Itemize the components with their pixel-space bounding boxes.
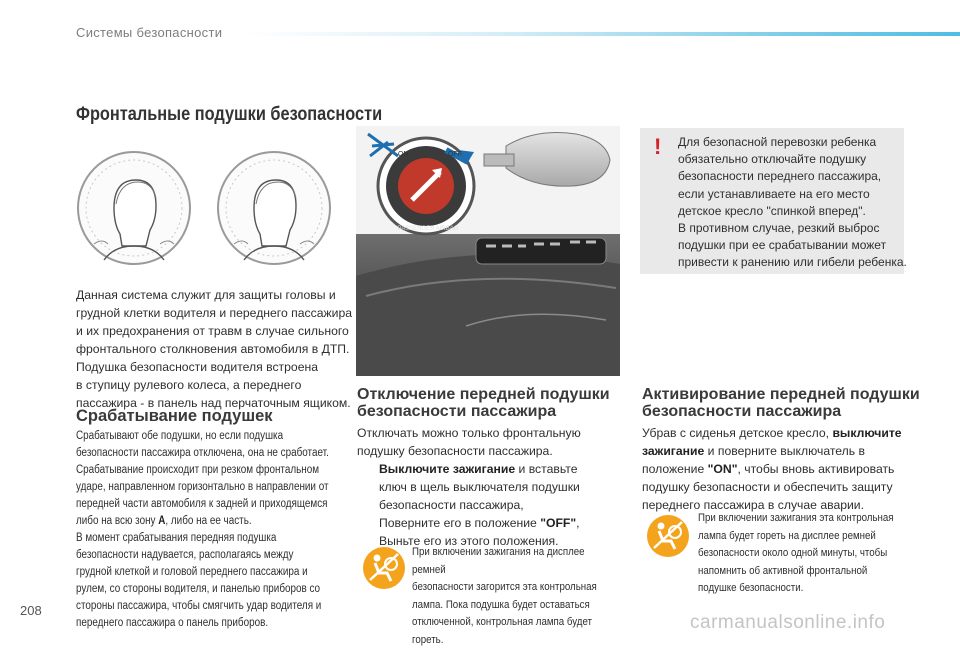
intro-line: грудной клетки водителя и переднего пассажира	[76, 306, 353, 320]
bullet-item: Выключите зажигание и вставьте	[357, 460, 627, 478]
enable-heading: Активирование передней подушки безопасности пассажира	[642, 386, 920, 420]
enable-text: Убрав с сиденья детское кресло, выключите зажигание и поверните выключатель в положение "ON", чтобы вновь активировать подушку безопасности и обеспечить защиту переднего пассажира в случае аварии.	[642, 426, 902, 512]
bullet-mark	[357, 514, 379, 532]
disable-note: При включении зажигания на дисплее ремней безопасности загорится эта контрольная лампа. Пока подушка будет оставаться отключенной, контрольная лампа будет гореть.	[412, 546, 597, 646]
deploy-text	[76, 428, 349, 632]
warning-line: детское кресло "спинкой вперед".	[678, 203, 866, 218]
bullet-item: Выньте его из этого положения.	[357, 532, 627, 550]
warning-line: обязательно отключайте подушку	[678, 152, 867, 167]
intro-text	[76, 286, 356, 412]
intro-line: и их предохранения от травм в случае сильного	[76, 324, 349, 338]
dashboard-drawing	[356, 126, 620, 376]
warning-line: В противном случае, резкий выброс	[678, 221, 880, 236]
airbag-off-warning-icon	[362, 546, 406, 590]
driver-head-illustration	[74, 148, 194, 276]
enable-note: При включении зажигания эта контрольная лампа будет гореть на дисплее ремней безопасности около одной минуты, чтобы напомнить об активной фронтальной подушке безопасности.	[698, 512, 894, 594]
header-rule	[245, 32, 960, 36]
deploy-line: переднего пассажира о панель приборов.	[76, 617, 269, 629]
bullet-mark	[357, 460, 379, 478]
warning-text	[678, 134, 908, 272]
intro-line: Подушка безопасности водителя встроена	[76, 360, 318, 374]
page-title: Фронтальные подушки безопасности	[76, 104, 383, 125]
zone-label: A	[158, 515, 166, 527]
exclamation-icon: !	[654, 134, 662, 159]
off-position-label: OFF	[448, 151, 462, 158]
disable-heading: Отключение передней подушки безопасности пассажира	[357, 386, 610, 420]
warning-line: если устанавливаете на его место	[678, 186, 870, 201]
deploy-line: грудной клеткой и головой переднего пассажира и	[76, 566, 308, 578]
airbag-switch-illustration	[356, 126, 620, 376]
watermark: carmanualsonline.info	[690, 612, 886, 633]
warning-line: Для безопасной перевозки ребенка	[678, 135, 877, 149]
airbag-on-warning-icon	[646, 514, 690, 558]
on-position-label: ON	[398, 151, 409, 158]
intro-line: в ступицу рулевого колеса, а переднего	[76, 378, 302, 392]
deploy-line: стороны пассажира, чтобы смягчить удар водителя и	[76, 600, 322, 612]
section-title: Системы безопасности	[76, 25, 223, 40]
bullet-item: Поверните его в положение "OFF",	[357, 514, 627, 532]
deploy-line: Срабатывание происходит при резком фронтальном	[76, 464, 320, 476]
warning-line: безопасности переднего пассажира,	[678, 169, 882, 184]
deploy-line: ударе, направленном горизонтально в направлении от	[76, 481, 329, 493]
intro-line: пассажира - в панель над перчаточным ящиком.	[76, 396, 351, 410]
deploy-line: передней части автомобиля к задней и приходящемся	[76, 498, 328, 510]
key-switch-caption: PASSENGER AIRBAG	[397, 226, 459, 232]
deploy-line: безопасности надувается, располагаясь между	[76, 549, 294, 561]
deploy-line: Срабатывают обе подушки, но если подушка	[76, 430, 284, 442]
warning-line: подушки при ее срабатывании может	[678, 238, 887, 253]
deploy-line: В момент срабатывания передняя подушка	[76, 532, 277, 544]
deploy-line: либо на всю зону A, либо на ее часть.	[76, 515, 252, 527]
deploy-line: безопасности пассажира отключена, она не сработает.	[76, 447, 329, 459]
deploy-line: рулем, со стороны водителя, и панелью приборов со	[76, 583, 321, 595]
passenger-head-illustration	[214, 148, 334, 276]
warning-line: привести к ранению или гибели ребенка.	[678, 255, 907, 270]
page-number: 208	[20, 603, 42, 618]
intro-line: Данная система служит для защиты головы и	[76, 288, 336, 302]
deploy-heading: Срабатывание подушек	[76, 407, 273, 425]
disable-text: Отключать можно только фронтальную подушку безопасности пассажира. Выключите зажигание и вставьте ключ в щель выключателя подушки безопасности пассажира, Поверните его в положение "OFF", Выньте его из этого положения.	[357, 424, 627, 550]
intro-line: фронтального столкновения автомобиля в ДТП.	[76, 342, 350, 356]
